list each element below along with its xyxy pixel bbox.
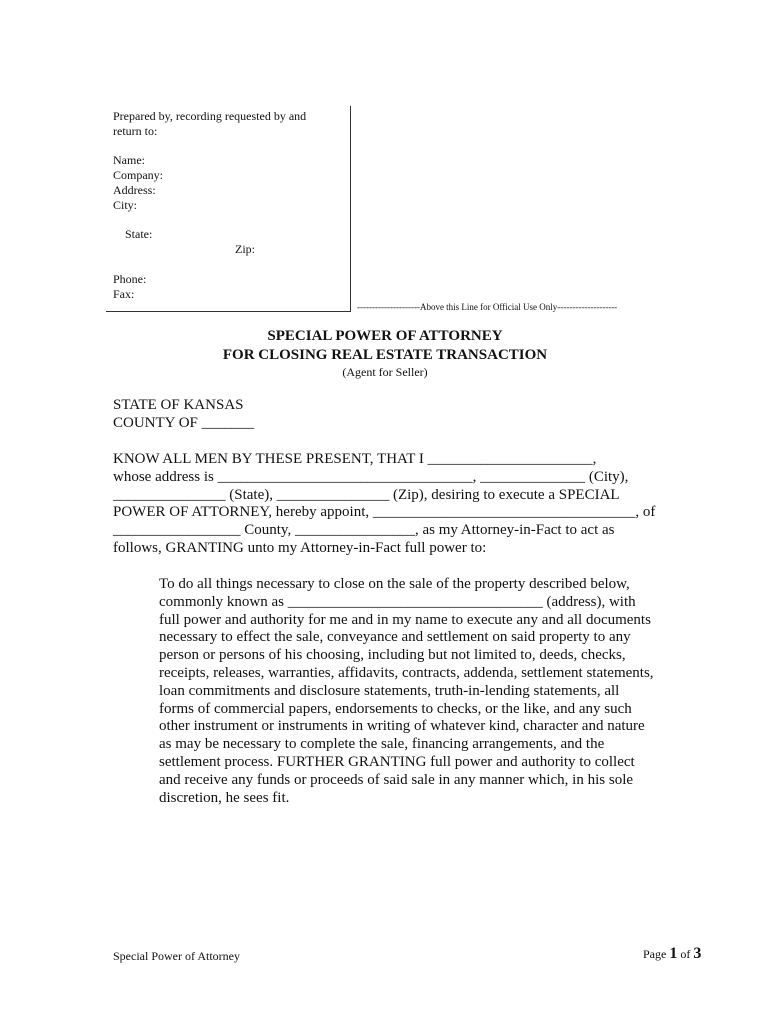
granted-line: forms of commercial papers, endorsements to checks, or the like, and any such: [159, 700, 632, 717]
granted-line: necessary to effect the sale, conveyance and settlement on said property to any: [159, 629, 631, 646]
granted-line: receipts, releases, warranties, affidavits, contracts, addenda, settlement statements,: [159, 664, 654, 681]
granted-line: as may be necessary to complete the sale, financing arrangements, and the: [159, 736, 605, 753]
know-all-paragraph: [113, 451, 655, 558]
know-all-line: whose address is __________________________________, ______________ (City),: [113, 468, 629, 485]
granted-line: and receive any funds or proceeds of said sale in any manner which, in his sole: [159, 771, 634, 788]
document-subtitle: (Agent for Seller): [342, 365, 428, 379]
granted-line: commonly known as __________________________________ (address), with: [159, 593, 636, 610]
field-fax: Fax:: [113, 286, 135, 301]
state-zip-row: [113, 213, 333, 272]
field-zip: Zip:: [235, 242, 255, 257]
prepared-by-line-1: Prepared by, recording requested by and: [113, 109, 307, 123]
field-state: State:: [125, 227, 153, 242]
page-word: Page: [643, 947, 667, 961]
field-name: Name:: [113, 153, 145, 168]
know-all-line: follows, GRANTING unto my Attorney-in-Fact full power to:: [113, 539, 487, 556]
footer-document-name: Special Power of Attorney: [113, 949, 240, 963]
of-word: of: [680, 947, 691, 961]
state-line: STATE OF KANSAS: [113, 397, 244, 413]
granted-line: settlement process. FURTHER GRANTING full power and authority to collect: [159, 753, 635, 770]
page-total: 3: [693, 945, 702, 962]
know-all-line: POWER OF ATTORNEY, hereby appoint, ___________________________________, of: [113, 504, 656, 521]
county-line: COUNTY OF _______: [113, 414, 255, 431]
granted-line: full power and authority for me and in my name to execute any and all documents: [159, 611, 651, 628]
document-title-line-1: SPECIAL POWER OF ATTORNEY: [267, 328, 503, 344]
granted-line: person or persons of his choosing, including but not limited to, deeds, checks,: [159, 647, 626, 664]
page-current: 1: [669, 945, 678, 962]
field-address: Address:: [113, 182, 156, 197]
know-all-line: _______________ (State), _______________ (Zip), desiring to execute a SPECIAL: [113, 486, 620, 503]
state-county-block: [113, 397, 254, 433]
granted-line: loan commitments and disclosure statements, truth-in-lending statements, all: [159, 682, 620, 699]
official-use-line: ---------------------Above this Line for Official Use Only--------------------: [357, 302, 618, 312]
prepared-by-line-2: return to:: [113, 123, 158, 138]
field-phone: Phone:: [113, 271, 147, 286]
preparer-block: [113, 109, 333, 301]
field-city: City:: [113, 197, 138, 212]
document-title-line-2: FOR CLOSING REAL ESTATE TRANSACTION: [222, 347, 548, 363]
field-company: Company:: [113, 168, 163, 183]
header-horizontal-divider: [106, 311, 351, 312]
granted-powers-paragraph: [159, 576, 654, 807]
granted-line: To do all things necessary to close on the sale of the property described below,: [159, 576, 630, 592]
granted-line: discretion, he sees fit.: [159, 789, 290, 806]
footer-page-number: [643, 945, 701, 963]
header-vertical-divider: [350, 106, 351, 311]
granted-line: other instrument or instruments in writing of whatever kind, character and nature: [159, 718, 645, 735]
know-all-line: _________________ County, ________________, as my Attorney-in-Fact to act as: [113, 522, 615, 539]
know-all-line: KNOW ALL MEN BY THESE PRESENT, THAT I ______________________,: [113, 451, 597, 467]
